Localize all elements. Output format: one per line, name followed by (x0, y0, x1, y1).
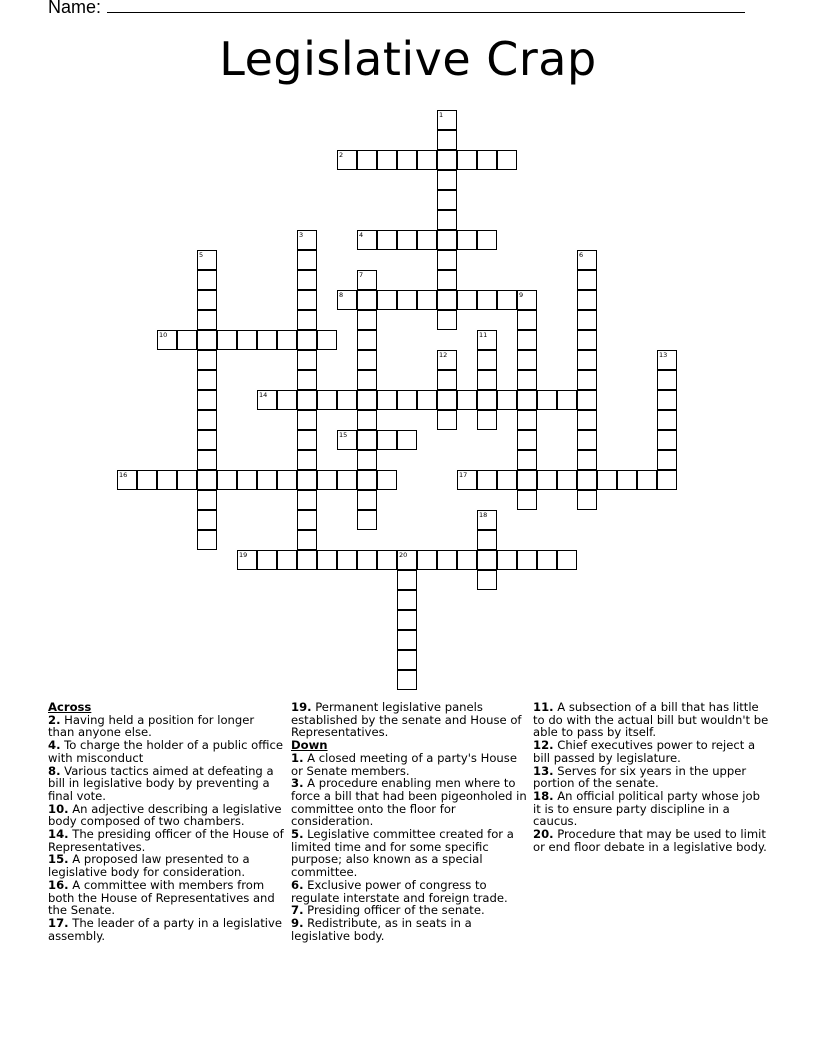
clue-number-label: 1 (439, 111, 444, 119)
grid-cell[interactable] (257, 470, 277, 490)
grid-cell[interactable] (517, 490, 537, 510)
grid-cell[interactable] (577, 410, 597, 430)
clue-across: 19. Permanent legislative panels established by the senate and House of Representatives. (291, 700, 522, 740)
clue-number-label: 2 (339, 151, 344, 159)
grid-cell[interactable] (557, 390, 577, 410)
grid-cell[interactable] (557, 470, 577, 490)
grid-cell[interactable] (657, 390, 677, 410)
grid-cell[interactable] (117, 470, 137, 490)
clue-number-label: 14 (259, 391, 268, 399)
grid-cell[interactable] (297, 450, 317, 470)
grid-cell[interactable] (397, 670, 417, 690)
grid-cell[interactable] (297, 270, 317, 290)
grid-cell[interactable] (657, 470, 677, 490)
grid-cell[interactable] (577, 450, 597, 470)
grid-cell[interactable] (257, 550, 277, 570)
grid-cell[interactable] (337, 430, 357, 450)
grid-cell[interactable] (257, 330, 277, 350)
puzzle-title: Legislative Crap (219, 32, 597, 86)
grid-cell[interactable] (197, 390, 217, 410)
grid-cell[interactable] (477, 230, 497, 250)
across-heading: Across (48, 700, 92, 714)
grid-cell[interactable] (197, 330, 217, 350)
grid-cell[interactable] (437, 290, 457, 310)
clue-down: 7. Presiding officer of the senate. (291, 903, 485, 918)
grid-cell[interactable] (297, 370, 317, 390)
grid-cell[interactable] (417, 390, 437, 410)
name-field[interactable] (107, 0, 745, 13)
clues-column-2 (291, 701, 527, 942)
grid-cell[interactable] (417, 150, 437, 170)
grid-cell[interactable] (277, 390, 297, 410)
clue-number-label: 15 (339, 431, 348, 439)
clue-down: 3. A procedure enabling men where to force a bill that had been pigeonholed in committee onto the floor for consideration. (291, 776, 527, 829)
grid-cell[interactable] (377, 470, 397, 490)
grid-cell[interactable] (397, 550, 417, 570)
grid-cell[interactable] (157, 330, 177, 350)
name-label: Name: (48, 0, 102, 17)
grid-cell[interactable] (577, 250, 597, 270)
grid-cell[interactable] (437, 170, 457, 190)
grid-cell[interactable] (397, 610, 417, 630)
clue-down: 13. Serves for six years in the upper portion of the senate. (533, 763, 747, 791)
grid-cell[interactable] (497, 550, 517, 570)
grid-cell[interactable] (137, 470, 157, 490)
grid-cell[interactable] (277, 470, 297, 490)
clue-number-label: 7 (359, 271, 364, 279)
clue-number-label: 4 (359, 231, 364, 239)
clue-number-label: 10 (159, 331, 168, 339)
grid-cell[interactable] (357, 410, 377, 430)
clue-number-label: 11 (479, 331, 488, 339)
grid-cell[interactable] (477, 330, 497, 350)
clue-number-label: 6 (579, 251, 584, 259)
clue-number-label: 16 (119, 471, 128, 479)
grid-cell[interactable] (477, 470, 497, 490)
grid-cell[interactable] (377, 150, 397, 170)
grid-cell[interactable] (577, 270, 597, 290)
grid-cell[interactable] (157, 470, 177, 490)
grid-cell[interactable] (357, 330, 377, 350)
grid-cell[interactable] (297, 550, 317, 570)
grid-cell[interactable] (197, 450, 217, 470)
clue-down: 20. Procedure that may be used to limit or end floor debate in a legislative body. (533, 827, 767, 854)
clue-number-label: 18 (479, 511, 488, 519)
grid-cell[interactable] (517, 350, 537, 370)
clue-number-label: 5 (199, 251, 204, 259)
grid-cell[interactable] (297, 230, 317, 250)
grid-cell[interactable] (377, 290, 397, 310)
grid-cell[interactable] (477, 410, 497, 430)
grid-cell[interactable] (197, 410, 217, 430)
grid-cell[interactable] (457, 390, 477, 410)
clue-across: 17. The leader of a party in a legislative assembly. (48, 915, 282, 943)
grid-cell[interactable] (297, 490, 317, 510)
grid-cell[interactable] (337, 390, 357, 410)
grid-cell[interactable] (297, 250, 317, 270)
grid-cell[interactable] (437, 370, 457, 390)
grid-cell[interactable] (477, 390, 497, 410)
grid-cell[interactable] (217, 330, 237, 350)
grid-cell[interactable] (437, 390, 457, 410)
grid-cell[interactable] (477, 350, 497, 370)
grid-cell[interactable] (357, 430, 377, 450)
grid-cell[interactable] (517, 310, 537, 330)
grid-cell[interactable] (397, 430, 417, 450)
grid-cell[interactable] (497, 390, 517, 410)
grid-cell[interactable] (657, 370, 677, 390)
grid-cell[interactable] (197, 370, 217, 390)
grid-cell[interactable] (357, 350, 377, 370)
name-line (48, 0, 745, 18)
grid-cell[interactable] (337, 550, 357, 570)
grid-cell[interactable] (297, 530, 317, 550)
grid-cell[interactable] (357, 510, 377, 530)
grid-cell[interactable] (177, 470, 197, 490)
grid-cell[interactable] (377, 430, 397, 450)
grid-cell[interactable] (357, 270, 377, 290)
clue-across: 4. To charge the holder of a public office with misconduct (48, 738, 283, 765)
grid-cell[interactable] (397, 650, 417, 670)
grid-cell[interactable] (257, 390, 277, 410)
grid-cell[interactable] (357, 490, 377, 510)
grid-cell[interactable] (197, 530, 217, 550)
grid-cell[interactable] (437, 350, 457, 370)
grid-cell[interactable] (657, 350, 677, 370)
grid-cell[interactable] (237, 330, 257, 350)
down-heading: Down (291, 738, 328, 753)
grid-cell[interactable] (517, 470, 537, 490)
clue-across: 14. The presiding officer of the House of Representatives. (48, 827, 284, 854)
grid-cell[interactable] (197, 490, 217, 510)
grid-cell[interactable] (597, 470, 617, 490)
clue-across: 15. A proposed law presented to a legislative body for consideration. (48, 852, 250, 880)
grid-cell[interactable] (357, 470, 377, 490)
clue-down: 11. A subsection of a bill that has little to do with the actual bill but wouldn't be able to pass by itself. (533, 700, 769, 740)
grid-cell[interactable] (437, 150, 457, 170)
grid-cell[interactable] (437, 130, 457, 150)
grid-cell[interactable] (337, 150, 357, 170)
grid-cell[interactable] (517, 370, 537, 390)
grid-cell[interactable] (297, 410, 317, 430)
grid-cell[interactable] (537, 470, 557, 490)
grid-cell[interactable] (197, 270, 217, 290)
grid-cell[interactable] (357, 230, 377, 250)
grid-cell[interactable] (297, 430, 317, 450)
clue-down: 1. A closed meeting of a party's House or Senate members. (291, 750, 517, 778)
clue-number-label: 12 (439, 351, 448, 359)
grid-cell[interactable] (497, 150, 517, 170)
grid-cell[interactable] (357, 450, 377, 470)
grid-cell[interactable] (317, 330, 337, 350)
grid-cell[interactable] (457, 290, 477, 310)
clue-number-label: 20 (399, 551, 408, 559)
grid-cell[interactable] (357, 550, 377, 570)
grid-cell[interactable] (517, 450, 537, 470)
grid-cell[interactable] (517, 330, 537, 350)
grid-cell[interactable] (517, 410, 537, 430)
grid-cell[interactable] (437, 550, 457, 570)
grid-cell[interactable] (297, 470, 317, 490)
grid-cell[interactable] (277, 330, 297, 350)
clue-number-label: 17 (459, 471, 468, 479)
grid-cell[interactable] (577, 290, 597, 310)
grid-cell[interactable] (437, 310, 457, 330)
grid-cell[interactable] (577, 350, 597, 370)
grid-cell[interactable] (577, 310, 597, 330)
clue-across: 10. An adjective describing a legislative body composed of two chambers. (48, 801, 282, 829)
grid-cell[interactable] (297, 310, 317, 330)
grid-cell[interactable] (477, 290, 497, 310)
grid-cell[interactable] (317, 470, 337, 490)
grid-cell[interactable] (457, 230, 477, 250)
grid-cell[interactable] (377, 230, 397, 250)
grid-cell[interactable] (417, 230, 437, 250)
grid-cell[interactable] (477, 370, 497, 390)
grid-cell[interactable] (437, 110, 457, 130)
grid-cell[interactable] (437, 230, 457, 250)
grid-cell[interactable] (497, 290, 517, 310)
grid-cell[interactable] (557, 550, 577, 570)
clue-number-label: 8 (339, 291, 344, 299)
clues-column-1 (48, 701, 284, 942)
grid-cell[interactable] (477, 510, 497, 530)
clue-down: 12. Chief executives power to reject a bill passed by legislature. (533, 738, 756, 765)
grid-cell[interactable] (457, 150, 477, 170)
grid-cell[interactable] (377, 550, 397, 570)
grid-cell[interactable] (377, 390, 397, 410)
grid-cell[interactable] (397, 150, 417, 170)
grid-cell[interactable] (297, 390, 317, 410)
grid-cell[interactable] (477, 550, 497, 570)
grid-cell[interactable] (297, 290, 317, 310)
grid-cell[interactable] (337, 470, 357, 490)
grid-cell[interactable] (577, 330, 597, 350)
grid-cell[interactable] (277, 550, 297, 570)
grid-cell[interactable] (297, 510, 317, 530)
grid-cell[interactable] (437, 210, 457, 230)
grid-cell[interactable] (357, 370, 377, 390)
clue-down: 5. Legislative committee created for a limited time and for some specific purpose; also known as a special committee. (291, 827, 514, 880)
clue-down: 9. Redistribute, as in seats in a legislative body. (291, 915, 472, 943)
clue-across: 2. Having held a position for longer than anyone else. (48, 712, 255, 740)
grid-cell[interactable] (577, 490, 597, 510)
clue-number-label: 19 (239, 551, 248, 559)
grid-cell[interactable] (197, 470, 217, 490)
grid-cell[interactable] (517, 550, 537, 570)
grid-cell[interactable] (537, 550, 557, 570)
grid-cell[interactable] (417, 290, 437, 310)
grid-cell[interactable] (357, 390, 377, 410)
grid-cell[interactable] (337, 290, 357, 310)
grid-cell[interactable] (637, 470, 657, 490)
grid-cell[interactable] (397, 570, 417, 590)
grid-cell[interactable] (197, 510, 217, 530)
grid-cell[interactable] (617, 470, 637, 490)
grid-cell[interactable] (477, 150, 497, 170)
clue-across: 8. Various tactics aimed at defeating a bill in legislative body by preventing a final vote. (48, 763, 274, 803)
grid-cell[interactable] (577, 430, 597, 450)
clue-down: 18. An official political party whose job it is to ensure party discipline in a caucus. (533, 788, 760, 829)
grid-cell[interactable] (197, 310, 217, 330)
grid-cell[interactable] (657, 410, 677, 430)
grid-cell[interactable] (517, 430, 537, 450)
grid-cell[interactable] (357, 290, 377, 310)
grid-cell[interactable] (497, 470, 517, 490)
grid-cell[interactable] (577, 390, 597, 410)
grid-cell[interactable] (657, 450, 677, 470)
grid-cell[interactable] (437, 410, 457, 430)
grid-cell[interactable] (397, 230, 417, 250)
grid-cell[interactable] (437, 250, 457, 270)
grid-cell[interactable] (197, 290, 217, 310)
grid-cell[interactable] (197, 430, 217, 450)
clue-across: 16. A committee with members from both the House of Representatives and the Senate. (48, 877, 275, 918)
grid-cell[interactable] (357, 310, 377, 330)
grid-cell[interactable] (397, 630, 417, 650)
clue-number-label: 3 (299, 231, 304, 239)
grid-cell[interactable] (317, 390, 337, 410)
grid-cell[interactable] (297, 350, 317, 370)
grid-cell[interactable] (417, 550, 437, 570)
grid-cell[interactable] (357, 150, 377, 170)
grid-cell[interactable] (517, 390, 537, 410)
grid-cell[interactable] (477, 570, 497, 590)
grid-cell[interactable] (197, 350, 217, 370)
grid-cell[interactable] (397, 290, 417, 310)
grid-cell[interactable] (437, 190, 457, 210)
clue-number-label: 13 (659, 351, 668, 359)
grid-cell[interactable] (237, 470, 257, 490)
clue-number-label: 9 (519, 291, 524, 299)
grid-cell[interactable] (197, 250, 217, 270)
grid-cell[interactable] (177, 330, 197, 350)
grid-cell[interactable] (657, 430, 677, 450)
grid-cell[interactable] (397, 390, 417, 410)
grid-cell[interactable] (457, 550, 477, 570)
grid-cell[interactable] (217, 470, 237, 490)
grid-cell[interactable] (517, 290, 537, 310)
grid-cell[interactable] (317, 550, 337, 570)
clue-down: 6. Exclusive power of congress to regulate interstate and foreign trade. (291, 877, 508, 905)
clues-column-3 (533, 701, 769, 853)
grid-cell[interactable] (397, 590, 417, 610)
grid-cell[interactable] (537, 390, 557, 410)
grid-cell[interactable] (477, 530, 497, 550)
grid-cell[interactable] (437, 270, 457, 290)
grid-cell[interactable] (577, 370, 597, 390)
grid-cell[interactable] (297, 330, 317, 350)
grid-cell[interactable] (457, 470, 477, 490)
grid-cell[interactable] (577, 470, 597, 490)
grid-cell[interactable] (237, 550, 257, 570)
